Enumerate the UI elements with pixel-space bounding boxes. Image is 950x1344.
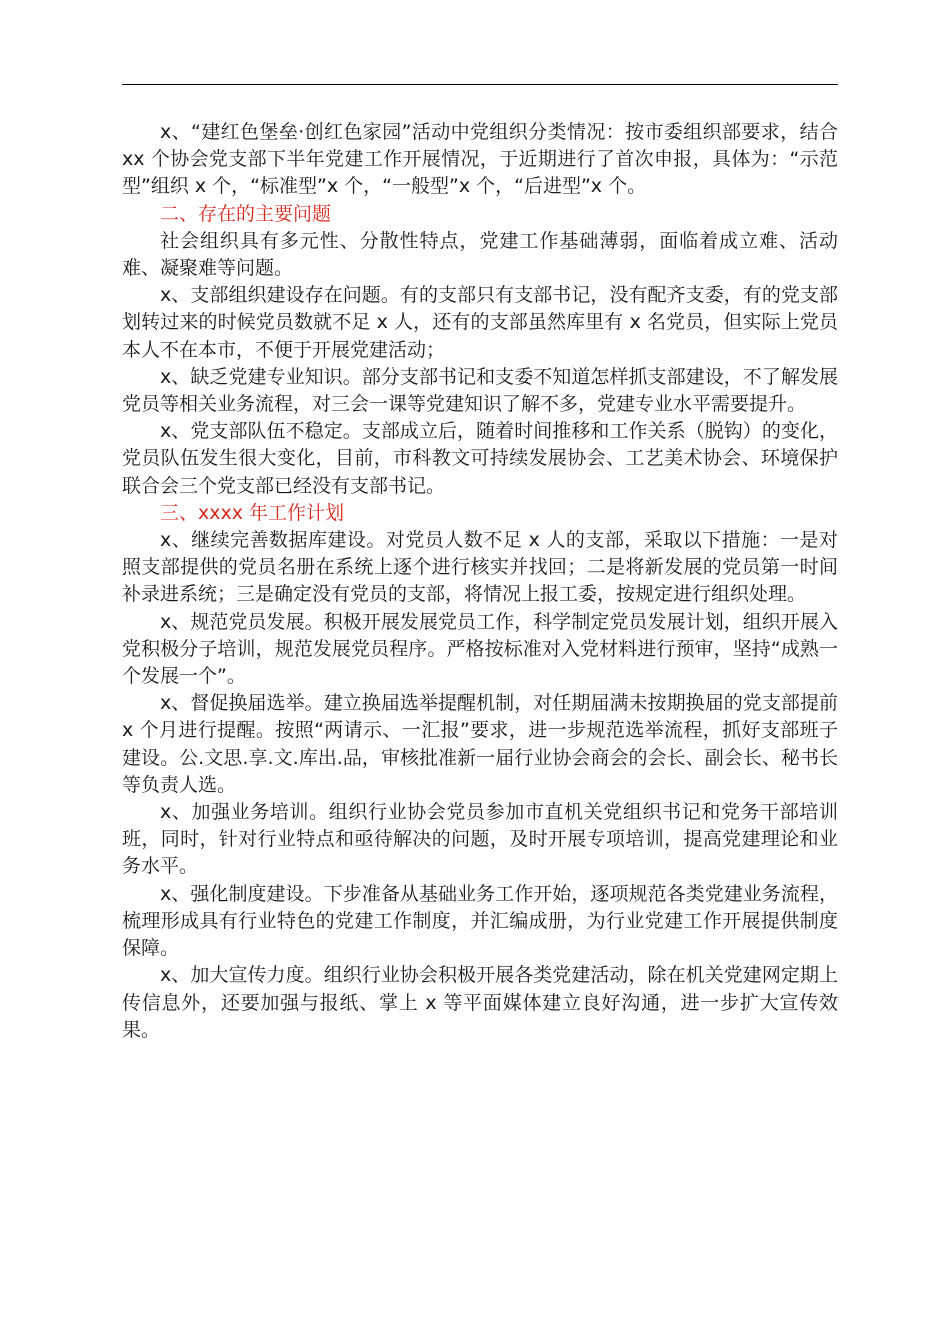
paragraph-election: x、督促换届选举。建立换届选举提醒机制，对任期届满未按期换届的党支部提前 x 个月进行提醒。按照“两请示、一汇报”要求，进一步规范选举流程，抓好支部班子建设。公.文思.享.文.库出.品，审核批准新一届行业协会商会的会长、副会长、秘书长等负责人选。 — [122, 692, 838, 796]
heading-main-problems: 二、存在的主要问题 — [160, 202, 332, 225]
paragraph-publicity: x、加大宣传力度。组织行业协会积极开展各类党建活动，除在机关党建网定期上传信息外，还要加强与报纸、掌上 x 等平面媒体建立良好沟通，进一步扩大宣传效果。 — [122, 964, 838, 1041]
document-body — [122, 119, 838, 1044]
paragraph-branch-organization: x、支部组织建设存在问题。有的支部只有支部书记，没有配齐支委，有的党支部划转过来的时候党员数就不足 x 人，还有的支部虽然库里有 x 名党员，但实际上党员本人不在本市，不便于开展党建活动； — [122, 284, 838, 361]
paragraph-lack-knowledge: x、缺乏党建专业知识。部分支部书记和支委不知道怎样抓支部建设，不了解发展党员等相关业务流程，对三会一课等党建知识了解不多，党建专业水平需要提升。 — [122, 365, 838, 416]
paragraph-training: x、加强业务培训。组织行业协会党员参加市直机关党组织书记和党务干部培训班，同时，针对行业特点和亟待解决的问题，及时开展专项培训，提高党建理论和业务水平。 — [122, 801, 838, 878]
paragraph-institution: x、强化制度建设。下步准备从基础业务工作开始，逐项规范各类党建业务流程，梳理形成具有行业特色的党建工作制度，并汇编成册，为行业党建工作开展提供制度保障。 — [122, 882, 838, 960]
header-rule — [122, 84, 838, 85]
paragraph-activity-classification: x、“建红色堡垒·创红色家园”活动中党组织分类情况：按市委组织部要求，结合 xx 个协会党支部下半年党建工作开展情况，于近期进行了首次申报，具体为：“示范型”组织 x 个，“标准型”x 个，“一般型”x 个，“后进型”x 个。 — [122, 121, 838, 198]
paragraph-member-development: x、规范党员发展。积极开展发展党员工作，科学制定党员发展计划，组织开展入党积极分子培训，规范发展党员程序。严格按标准对入党材料进行预审，坚持“成熟一个发展一个”。 — [122, 610, 838, 688]
paragraph-unstable-team: x、党支部队伍不稳定。支部成立后，随着时间推移和工作关系（脱钩）的变化，党员队伍发生很大变化，目前，市科教文可持续发展协会、工艺美术协会、环境保护联合会三个党支部已经没有支部书记。 — [122, 420, 838, 497]
heading-work-plan: 三、xxxx 年工作计划 — [160, 501, 345, 524]
paragraph-database: x、继续完善数据库建设。对党员人数不足 x 人的支部，采取以下措施：一是对照支部提供的党员名册在系统上逐个进行核实并找回；二是将新发展的党员第一时间补录进系统；三是确定没有党员的支部，将情况上报工委，按规定进行组织处理。 — [122, 529, 838, 606]
paragraph-problems-intro: 社会组织具有多元性、分散性特点，党建工作基础薄弱，面临着成立难、活动难、凝聚难等问题。 — [122, 229, 838, 280]
